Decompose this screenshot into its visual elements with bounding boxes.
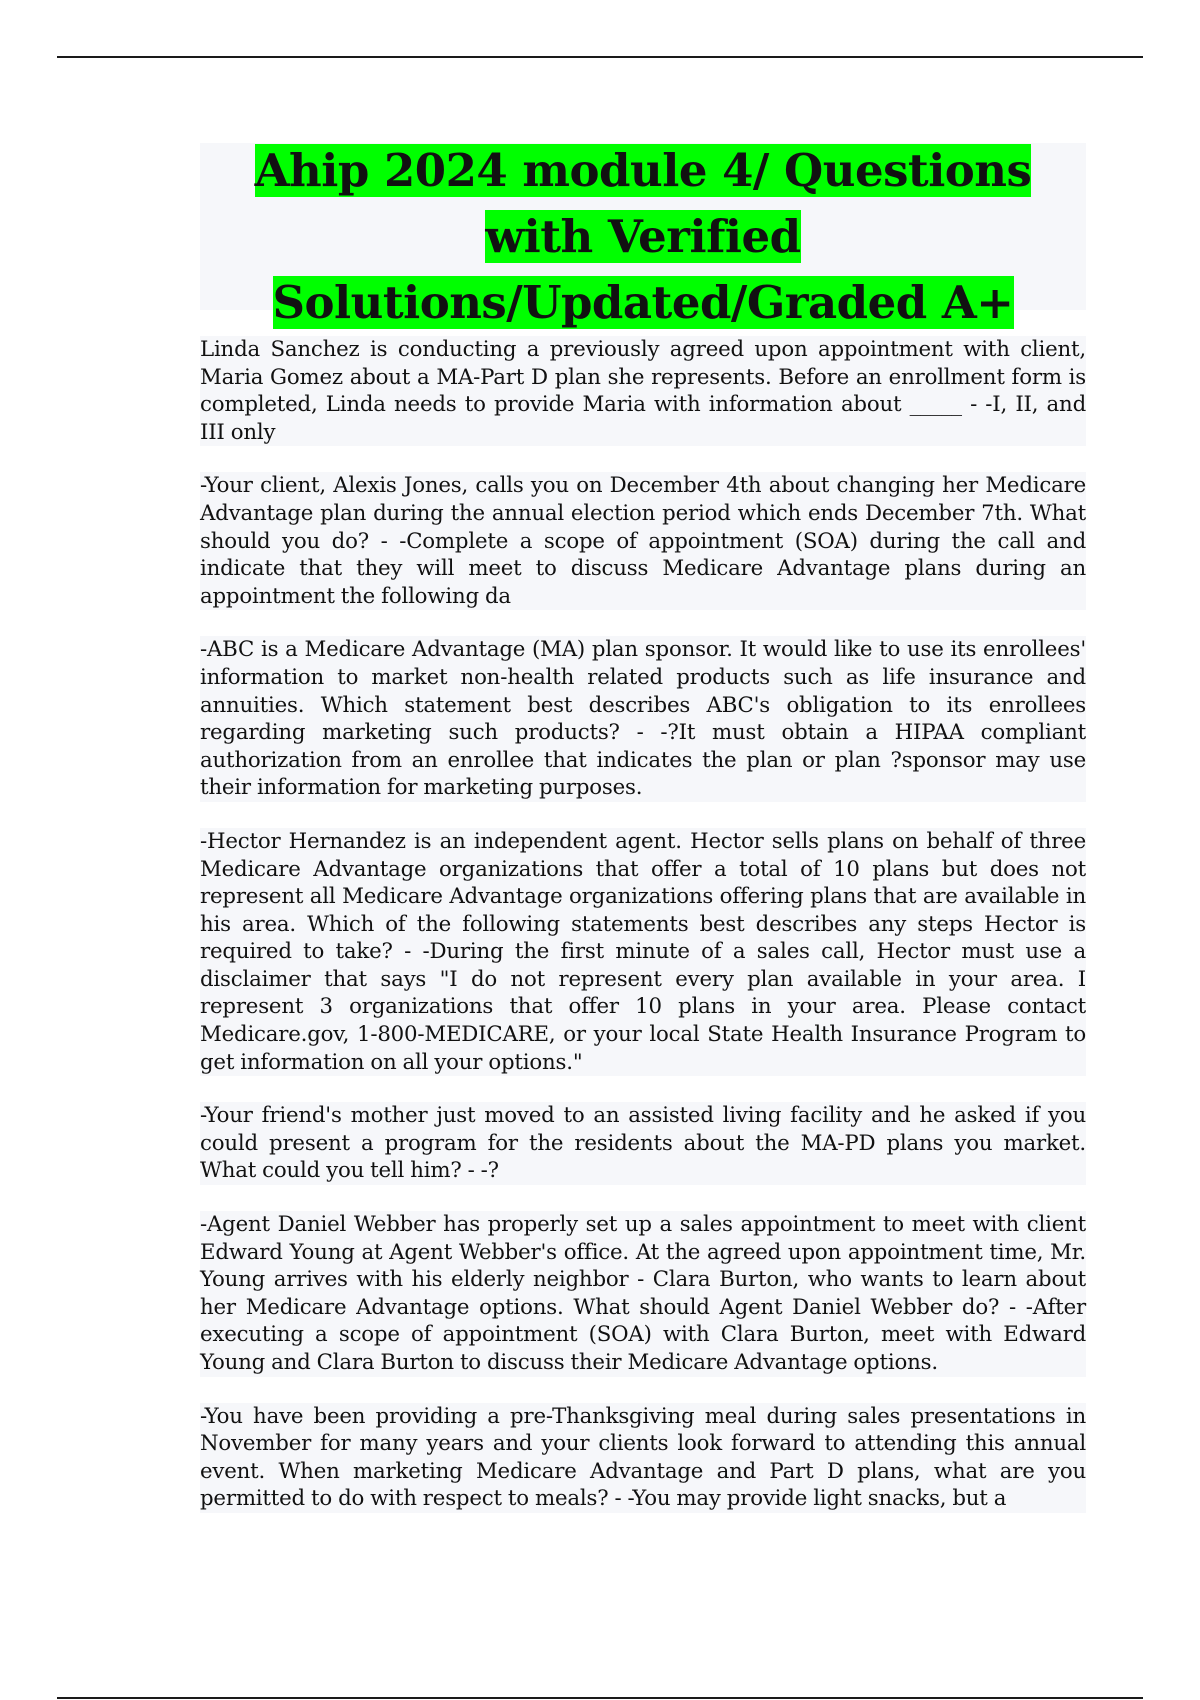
qa-paragraph-2: -Your client, Alexis Jones, calls you on December 4th about changing her Medicare Advantage plan during the annual election period which ends December 7th. What should you do? - -Complete a scope of appointment (SOA) during the call and indicate that they will meet to discuss Medicare Advantage plans during an appointment the following da	[200, 473, 1086, 609]
bottom-divider	[57, 1697, 1143, 1699]
qa-paragraph-7: -You have been providing a pre-Thanksgiving meal during sales presentations in November for many years and your clients look forward to attending this annual event. When marketing Medicare Advantage and Part D plans, what are you permitted to do with respect to meals? - -You may provide light snacks, but a	[200, 1403, 1086, 1512]
document-body	[200, 336, 1086, 1513]
qa-paragraph-4: -Hector Hernandez is an independent agent. Hector sells plans on behalf of three Medicare Advantage organizations that offer a total of 10 plans but does not represent all Medicare Advantage organizations offering plans that are available in his area. Which of the following statements best describes any steps Hector is required to take? - -During the first minute of a sales call, Hector must use a disclaimer that says "I do not represent every plan available in your area. I represent 3 organizations that offer 10 plans in your area. Please contact Medicare.gov, 1-800-MEDICARE, or your local State Health Insurance Program to get information on all your options."	[200, 828, 1086, 1075]
qa-paragraph-5: -Your friend's mother just moved to an assisted living facility and he asked if you could present a program for the residents about the MA-PD plans you market. What could you tell him? - -?	[200, 1103, 1086, 1184]
document-title: Ahip 2024 module 4/ Questions with Verified Solutions/Updated/Graded A+	[254, 144, 1032, 329]
top-divider	[57, 56, 1143, 58]
title-block	[200, 143, 1086, 329]
qa-paragraph-6: -Agent Daniel Webber has properly set up a sales appointment to meet with client Edward Young at Agent Webber's office. At the agreed upon appointment time, Mr. Young arrives with his elderly neighbor - Clara Burton, who wants to learn about her Medicare Advantage options. What should Agent Daniel Webber do? - -After executing a scope of appointment (SOA) with Clara Burton, meet with Edward Young and Clara Burton to discuss their Medicare Advantage options.	[200, 1212, 1086, 1375]
qa-paragraph-3: -ABC is a Medicare Advantage (MA) plan sponsor. It would like to use its enrollees' information to market non-health related products such as life insurance and annuities. Which statement best describes ABC's obligation to its enrollees regarding marketing such products? - -?It must obtain a HIPAA compliant authorization from an enrollee that indicates the plan or plan ?sponsor may use their information for marketing purposes.	[200, 637, 1086, 801]
qa-paragraph-1: Linda Sanchez is conducting a previously agreed upon appointment with client, Maria Gomez about a MA-Part D plan she represents. Before an enrollment form is completed, Linda needs to provide Maria with information about _____ - -I, II, and III only	[200, 337, 1086, 445]
